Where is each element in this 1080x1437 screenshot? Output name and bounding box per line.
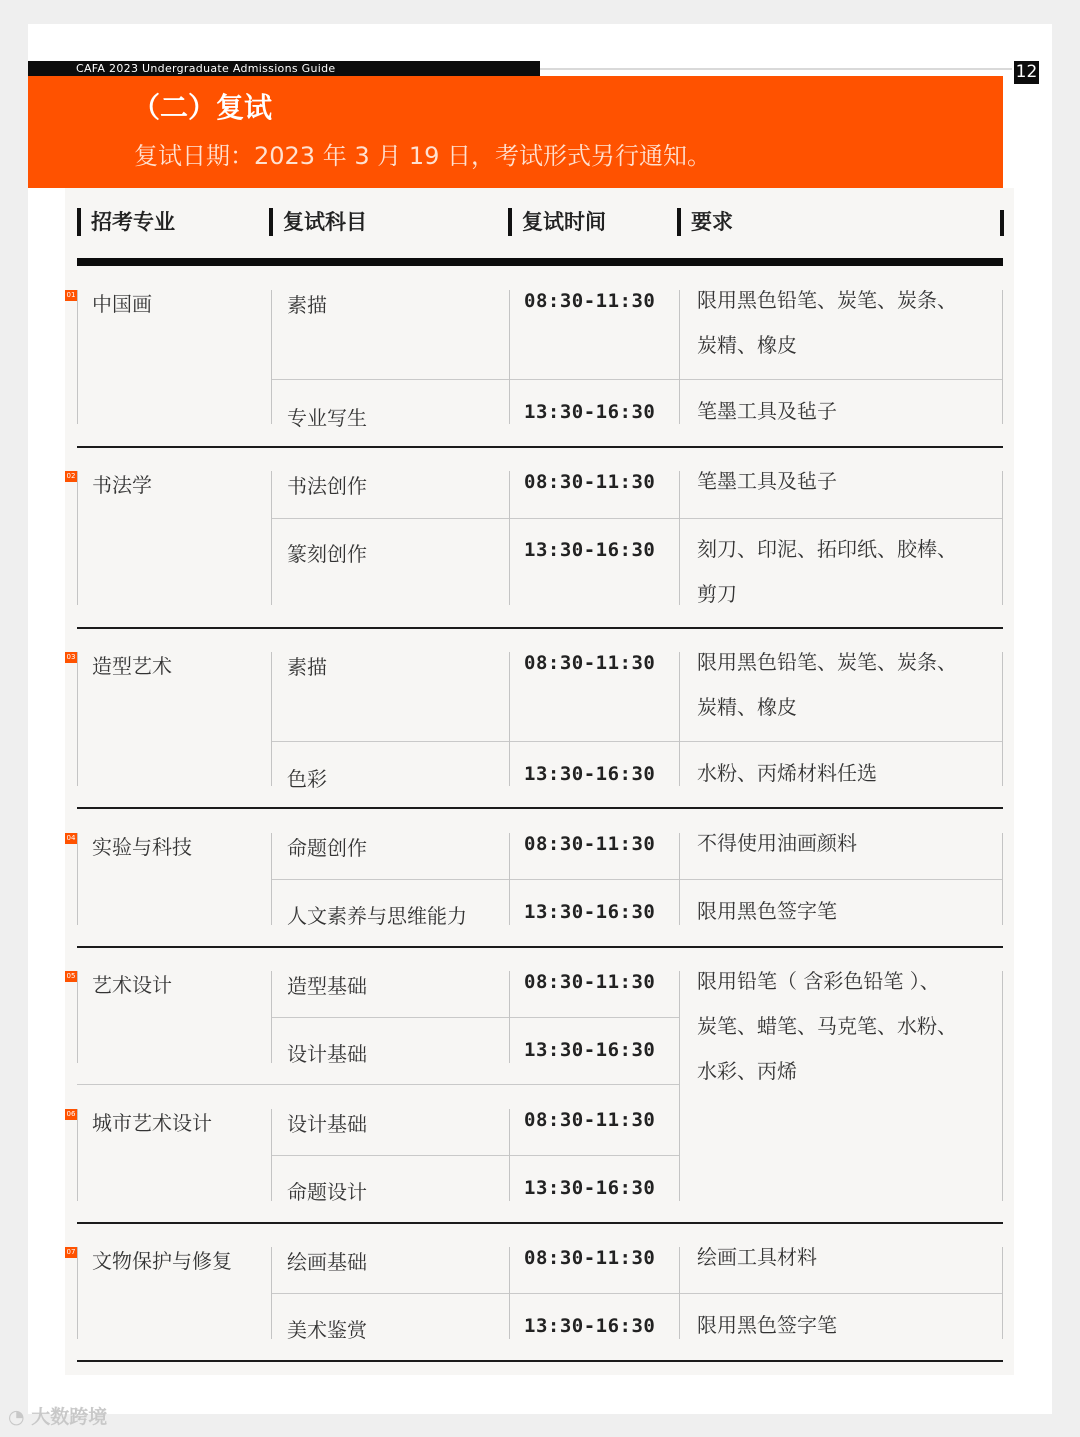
requirement-line: 笔墨工具及毡子 bbox=[697, 469, 837, 493]
major-name: 文物保护与修复 bbox=[92, 1249, 232, 1273]
row-divider bbox=[271, 1155, 679, 1156]
column-divider bbox=[1002, 290, 1003, 424]
subject-cell: 色彩 bbox=[287, 767, 327, 791]
time-cell: 08:30-11:30 bbox=[524, 833, 656, 855]
watermark-text: 大数跨境 bbox=[31, 1406, 108, 1428]
requirement-line: 炭精、橡皮 bbox=[697, 333, 797, 357]
column-divider bbox=[509, 1247, 510, 1339]
column-divider bbox=[271, 1109, 272, 1201]
requirement-line: 刻刀、印泥、拓印纸、胶棒、 bbox=[697, 537, 957, 561]
time-cell: 08:30-11:30 bbox=[524, 1109, 656, 1131]
time-cell: 08:30-11:30 bbox=[524, 1247, 656, 1269]
row-divider bbox=[271, 879, 1003, 880]
requirement-line: 水粉、丙烯材料任选 bbox=[697, 761, 877, 785]
subject-cell: 绘画基础 bbox=[287, 1250, 367, 1274]
header-thick-rule bbox=[77, 258, 1003, 266]
guide-title: CAFA 2023 Undergraduate Admissions Guide bbox=[76, 62, 336, 75]
requirement-line: 绘画工具材料 bbox=[697, 1245, 817, 1269]
row-badge-06: 06 bbox=[66, 1110, 76, 1118]
column-divider bbox=[77, 1109, 78, 1201]
time-cell: 13:30-16:30 bbox=[524, 1315, 656, 1337]
time-cell: 13:30-16:30 bbox=[524, 1177, 656, 1199]
requirement-line: 不得使用油画颜料 bbox=[697, 831, 857, 855]
section-banner bbox=[28, 76, 1003, 188]
column-divider bbox=[509, 1109, 510, 1201]
section-title: （二）复试 bbox=[132, 91, 273, 124]
subject-cell: 造型基础 bbox=[287, 974, 367, 998]
row-divider bbox=[271, 518, 1003, 519]
time-cell: 13:30-16:30 bbox=[524, 401, 656, 423]
subject-cell: 命题创作 bbox=[287, 836, 367, 860]
time-cell: 08:30-11:30 bbox=[524, 290, 656, 312]
group-divider bbox=[77, 446, 1003, 448]
major-name: 造型艺术 bbox=[92, 654, 172, 678]
exam-date-subtitle: 复试日期：2023 年 3 月 19 日，考试形式另行通知。 bbox=[134, 142, 712, 170]
column-header-subject: 复试科目 bbox=[269, 208, 367, 236]
column-divider bbox=[271, 1247, 272, 1339]
column-divider bbox=[271, 652, 272, 786]
page-number: 12 bbox=[1015, 62, 1038, 82]
header-end-marker bbox=[1000, 210, 1004, 236]
time-cell: 08:30-11:30 bbox=[524, 471, 656, 493]
group-divider-soft bbox=[77, 1084, 679, 1085]
major-name: 书法学 bbox=[92, 473, 152, 497]
row-badge-07: 07 bbox=[66, 1248, 76, 1256]
column-header-time: 复试时间 bbox=[508, 208, 606, 236]
requirement-line: 炭精、橡皮 bbox=[697, 695, 797, 719]
group-divider bbox=[77, 627, 1003, 629]
row-divider bbox=[271, 741, 1003, 742]
row-badge-03: 03 bbox=[66, 653, 76, 661]
column-divider bbox=[509, 971, 510, 1063]
column-header-major: 招考专业 bbox=[77, 208, 175, 236]
column-divider bbox=[1002, 971, 1003, 1201]
header-rule bbox=[540, 68, 1012, 70]
column-divider bbox=[77, 1247, 78, 1339]
major-name: 实验与科技 bbox=[92, 835, 192, 859]
subject-cell: 美术鉴赏 bbox=[287, 1318, 367, 1342]
row-badge-01: 01 bbox=[66, 291, 76, 299]
column-divider bbox=[509, 471, 510, 605]
row-divider bbox=[271, 1017, 679, 1018]
requirement-line: 限用铅笔（ 含彩色铅笔 ）、 bbox=[697, 969, 940, 993]
column-divider bbox=[679, 652, 680, 786]
column-divider bbox=[77, 471, 78, 605]
column-divider bbox=[271, 971, 272, 1063]
column-divider bbox=[1002, 652, 1003, 786]
subject-cell: 命题设计 bbox=[287, 1180, 367, 1204]
subject-cell: 设计基础 bbox=[287, 1112, 367, 1136]
time-cell: 13:30-16:30 bbox=[524, 539, 656, 561]
subject-cell: 素描 bbox=[287, 655, 327, 679]
column-divider bbox=[509, 833, 510, 925]
row-badge-02: 02 bbox=[66, 472, 76, 480]
time-cell: 13:30-16:30 bbox=[524, 901, 656, 923]
subject-cell: 专业写生 bbox=[287, 406, 367, 430]
requirement-line: 剪刀 bbox=[697, 582, 737, 606]
column-divider bbox=[679, 971, 680, 1201]
table-bottom-rule bbox=[77, 1360, 1003, 1362]
column-divider bbox=[271, 290, 272, 424]
column-divider bbox=[1002, 833, 1003, 925]
column-divider bbox=[509, 652, 510, 786]
requirement-line: 笔墨工具及毡子 bbox=[697, 399, 837, 423]
row-badge-04: 04 bbox=[66, 834, 76, 842]
requirement-line: 限用黑色签字笔 bbox=[697, 899, 837, 923]
requirement-line: 炭笔、蜡笔、马克笔、水粉、 bbox=[697, 1014, 957, 1038]
column-header-requirements: 要求 bbox=[677, 208, 733, 236]
subject-cell: 设计基础 bbox=[287, 1042, 367, 1066]
column-divider bbox=[77, 833, 78, 925]
row-badge-05: 05 bbox=[66, 972, 76, 980]
subject-cell: 篆刻创作 bbox=[287, 542, 367, 566]
column-divider bbox=[77, 971, 78, 1063]
requirement-line: 限用黑色铅笔、炭笔、炭条、 bbox=[697, 288, 957, 312]
time-cell: 13:30-16:30 bbox=[524, 763, 656, 785]
column-divider bbox=[271, 833, 272, 925]
watermark-icon: ◔ bbox=[8, 1406, 25, 1428]
major-name: 城市艺术设计 bbox=[92, 1111, 212, 1135]
column-divider bbox=[77, 652, 78, 786]
row-divider bbox=[271, 1293, 1003, 1294]
column-divider bbox=[679, 1247, 680, 1339]
requirement-line: 限用黑色铅笔、炭笔、炭条、 bbox=[697, 650, 957, 674]
column-divider bbox=[679, 833, 680, 925]
subject-cell: 书法创作 bbox=[287, 474, 367, 498]
requirement-line: 水彩、丙烯 bbox=[697, 1059, 797, 1083]
column-divider bbox=[509, 290, 510, 424]
watermark-logo bbox=[8, 1402, 107, 1429]
time-cell: 13:30-16:30 bbox=[524, 1039, 656, 1061]
column-divider bbox=[1002, 1247, 1003, 1339]
column-divider bbox=[77, 290, 78, 424]
column-divider bbox=[679, 290, 680, 424]
column-divider bbox=[679, 471, 680, 605]
row-divider bbox=[271, 379, 1003, 380]
requirement-line: 限用黑色签字笔 bbox=[697, 1313, 837, 1337]
major-name: 中国画 bbox=[92, 292, 152, 316]
group-divider bbox=[77, 946, 1003, 948]
group-divider bbox=[77, 1222, 1003, 1224]
time-cell: 08:30-11:30 bbox=[524, 652, 656, 674]
major-name: 艺术设计 bbox=[92, 973, 172, 997]
guide-title-bar bbox=[28, 61, 540, 76]
group-divider bbox=[77, 807, 1003, 809]
subject-cell: 人文素养与思维能力 bbox=[287, 904, 467, 928]
subject-cell: 素描 bbox=[287, 293, 327, 317]
column-divider bbox=[1002, 471, 1003, 605]
column-divider bbox=[271, 471, 272, 605]
time-cell: 08:30-11:30 bbox=[524, 971, 656, 993]
